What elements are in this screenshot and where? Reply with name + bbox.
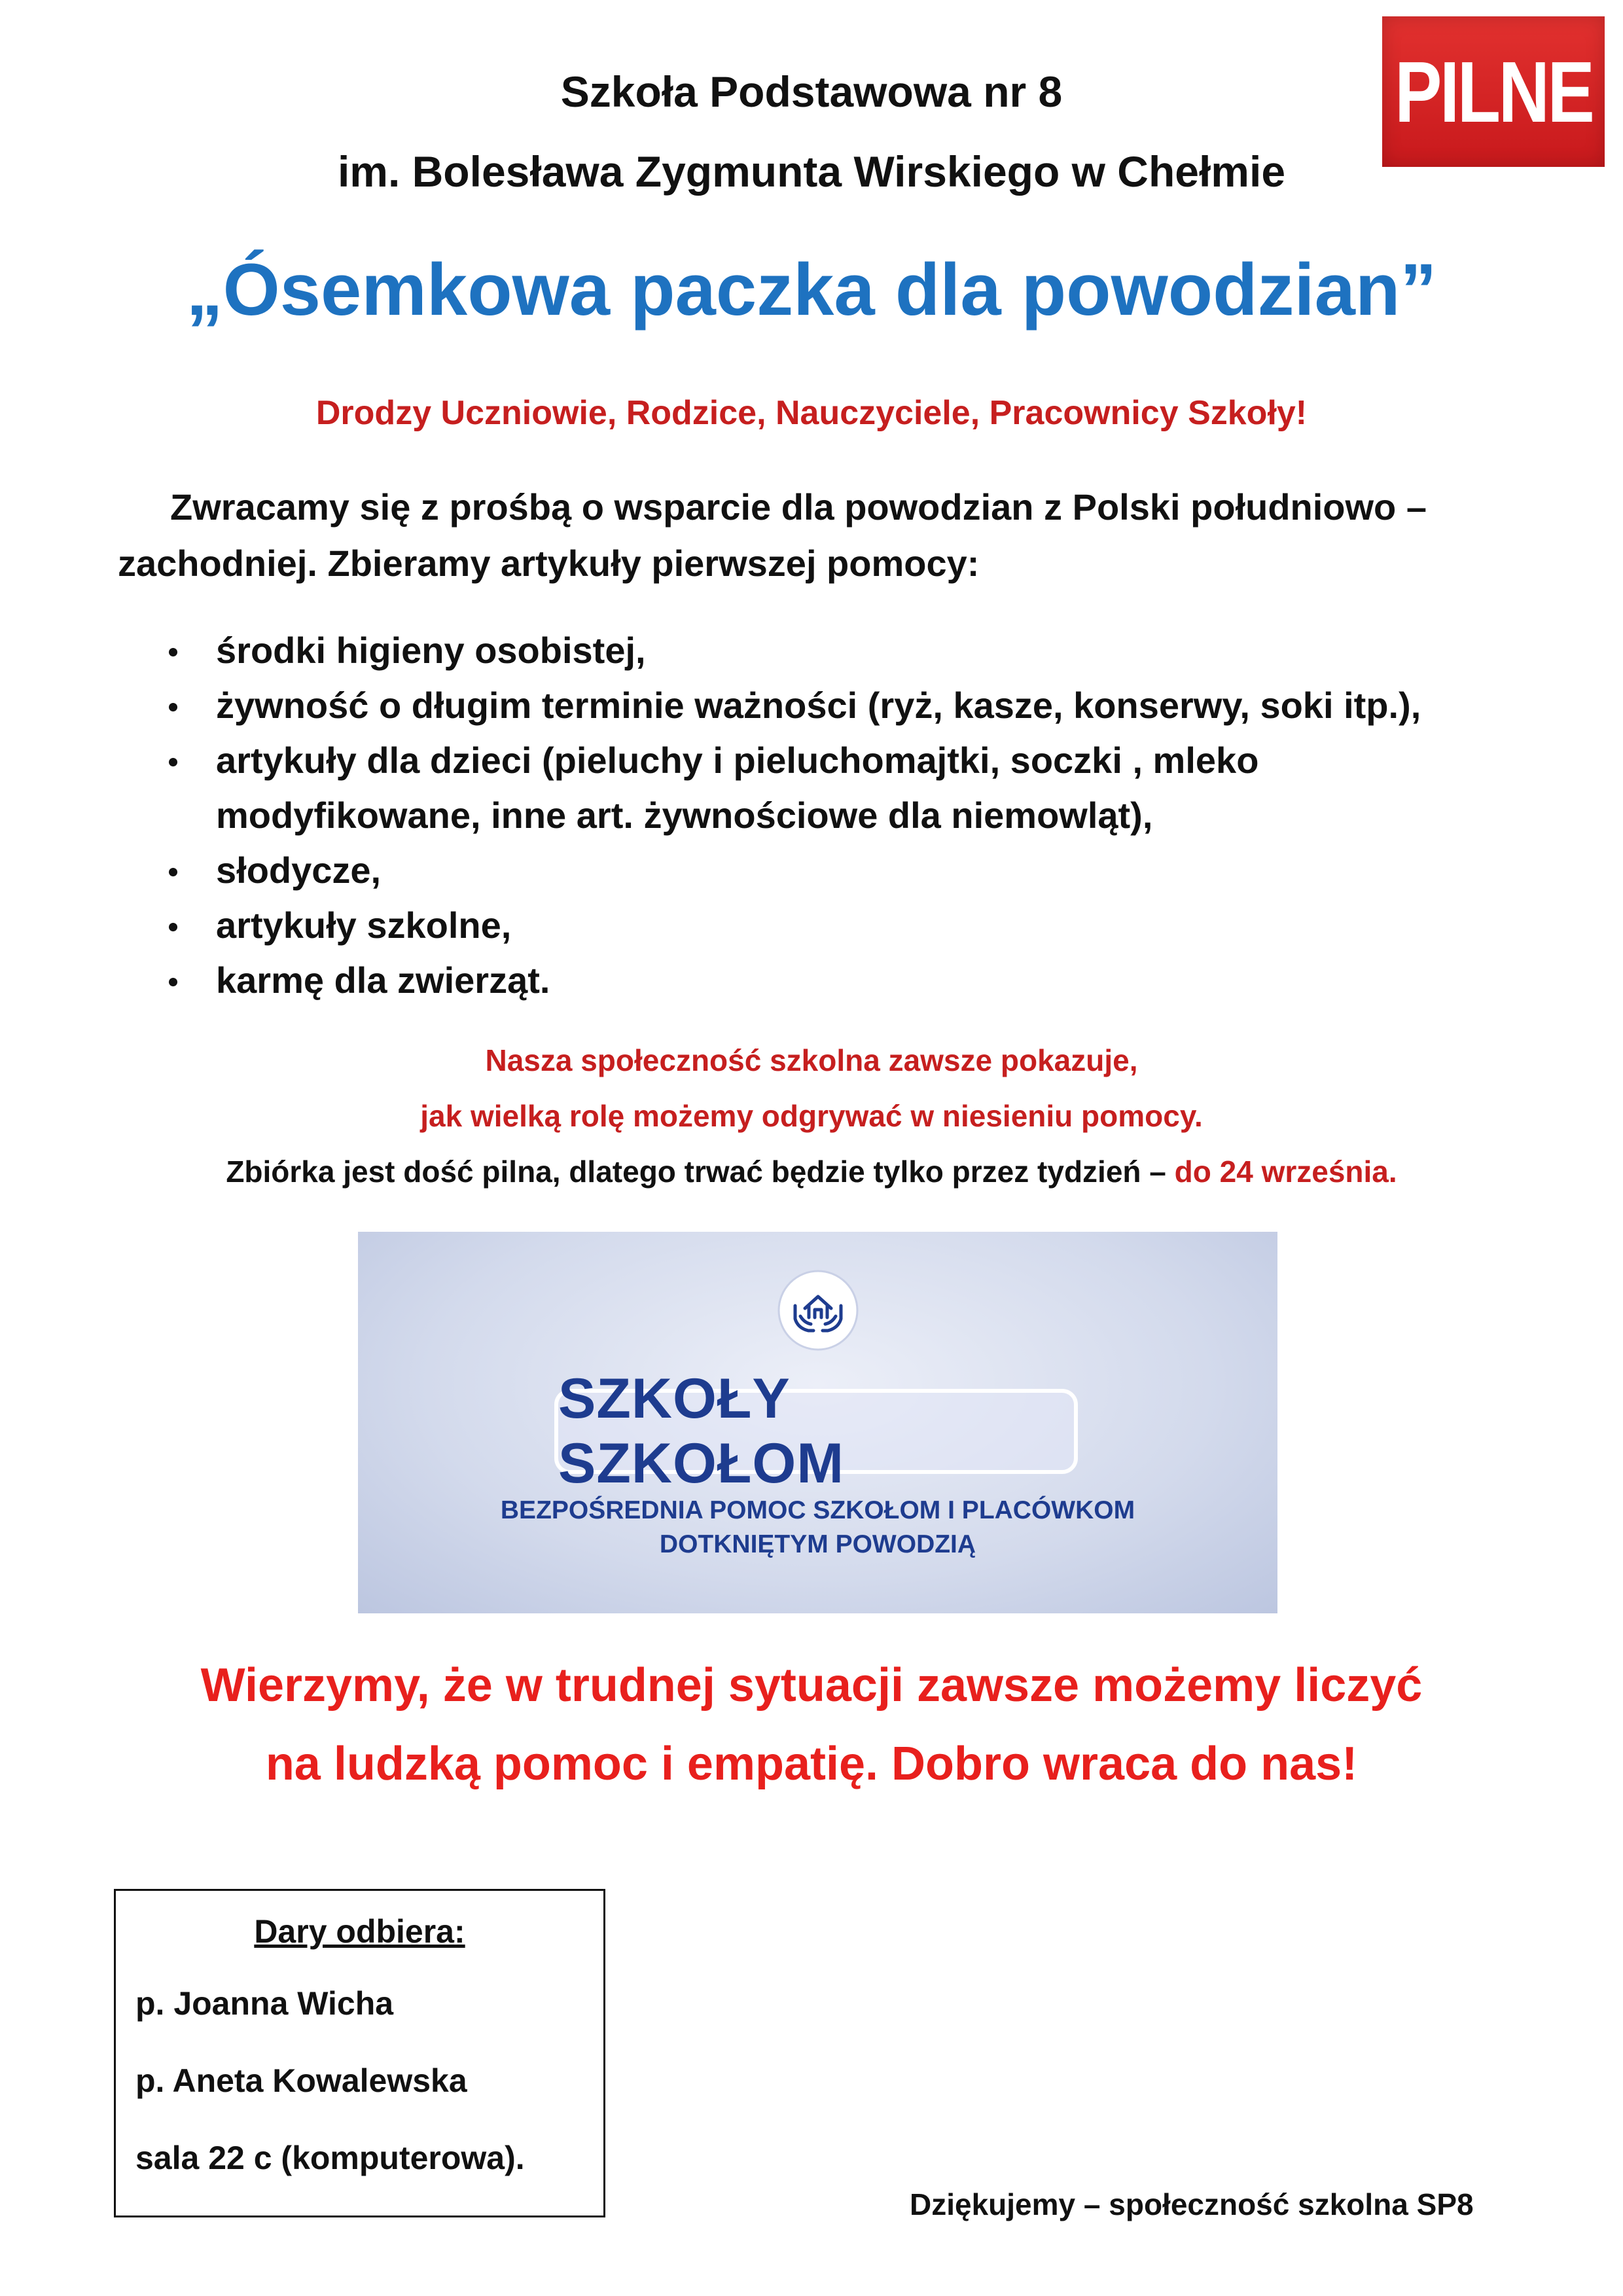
donations-heading: Dary odbiera:	[254, 1913, 465, 1950]
donations-person-2: p. Aneta Kowalewska	[135, 2062, 467, 2099]
deadline-line	[0, 1152, 1623, 1191]
list-item-line-1: artykuły dla dzieci (pieluchy i pieluchomajtki, soczki , mleko	[216, 740, 1259, 781]
banner-subtitle-2: DOTKNIĘTYM POWODZIĄ	[659, 1530, 976, 1558]
banner-subtitle-1: BEZPOŚREDNIA POMOC SZKOŁOM I PLACÓWKOM	[500, 1496, 1135, 1524]
campaign-banner	[358, 1232, 1277, 1613]
page-title: „Ósemkowa paczka dla powodzian”	[186, 249, 1437, 331]
closing-line-1: Wierzymy, że w trudnej sytuacji zawsze możemy liczyć	[200, 1659, 1423, 1712]
banner-title-box	[554, 1367, 1078, 1495]
items-list	[164, 623, 1538, 1008]
greeting: Drodzy Uczniowie, Rodzice, Nauczyciele, Pracownicy Szkoły!	[315, 394, 1308, 432]
list-item: słodycze,	[164, 843, 1538, 898]
school-name: Szkoła Podstawowa nr 8	[560, 67, 1063, 116]
list-item: żywność o długim terminie ważności (ryż, kasze, konserwy, soki itp.),	[164, 678, 1538, 733]
donations-box	[114, 1889, 605, 2217]
list-item: środki higieny osobistej,	[164, 623, 1538, 678]
donations-room: sala 22 c (komputerowa).	[135, 2140, 525, 2176]
closing-line-2: na ludzką pomoc i empatię. Dobro wraca do nas!	[265, 1738, 1358, 1790]
intro-line-2: zachodniej. Zbieramy artykuły pierwszej pomocy:	[118, 543, 980, 584]
hands-house-icon	[776, 1268, 861, 1353]
thanks-signature: Dziękujemy – społeczność szkolna SP8	[910, 2187, 1474, 2221]
list-item: karmę dla zwierząt.	[164, 953, 1538, 1008]
intro-paragraph	[118, 479, 1512, 592]
deadline-date: do 24 września.	[1174, 1155, 1397, 1189]
banner-title: SZKOŁY SZKOŁOM	[558, 1367, 844, 1495]
donations-person-1: p. Joanna Wicha	[135, 1985, 394, 2022]
urgent-badge-label: PILNE	[1394, 43, 1593, 140]
list-item-line-2: modyfikowane, inne art. żywnościowe dla niemowląt),	[216, 795, 1153, 836]
school-patron: im. Bolesława Zygmunta Wirskiego w Chełmie	[337, 147, 1286, 196]
list-item: artykuły szkolne,	[164, 898, 1538, 953]
community-line-1: Nasza społeczność szkolna zawsze pokazuje,	[485, 1043, 1138, 1077]
community-line-2: jak wielką rolę możemy odgrywać w niesieniu pomocy.	[420, 1099, 1203, 1133]
deadline-text: Zbiórka jest dość pilna, dlatego trwać będzie tylko przez tydzień –	[226, 1155, 1175, 1189]
list-item	[164, 733, 1538, 843]
intro-line-1: Zwracamy się z prośbą o wsparcie dla powodzian z Polski południowo –	[170, 486, 1427, 528]
